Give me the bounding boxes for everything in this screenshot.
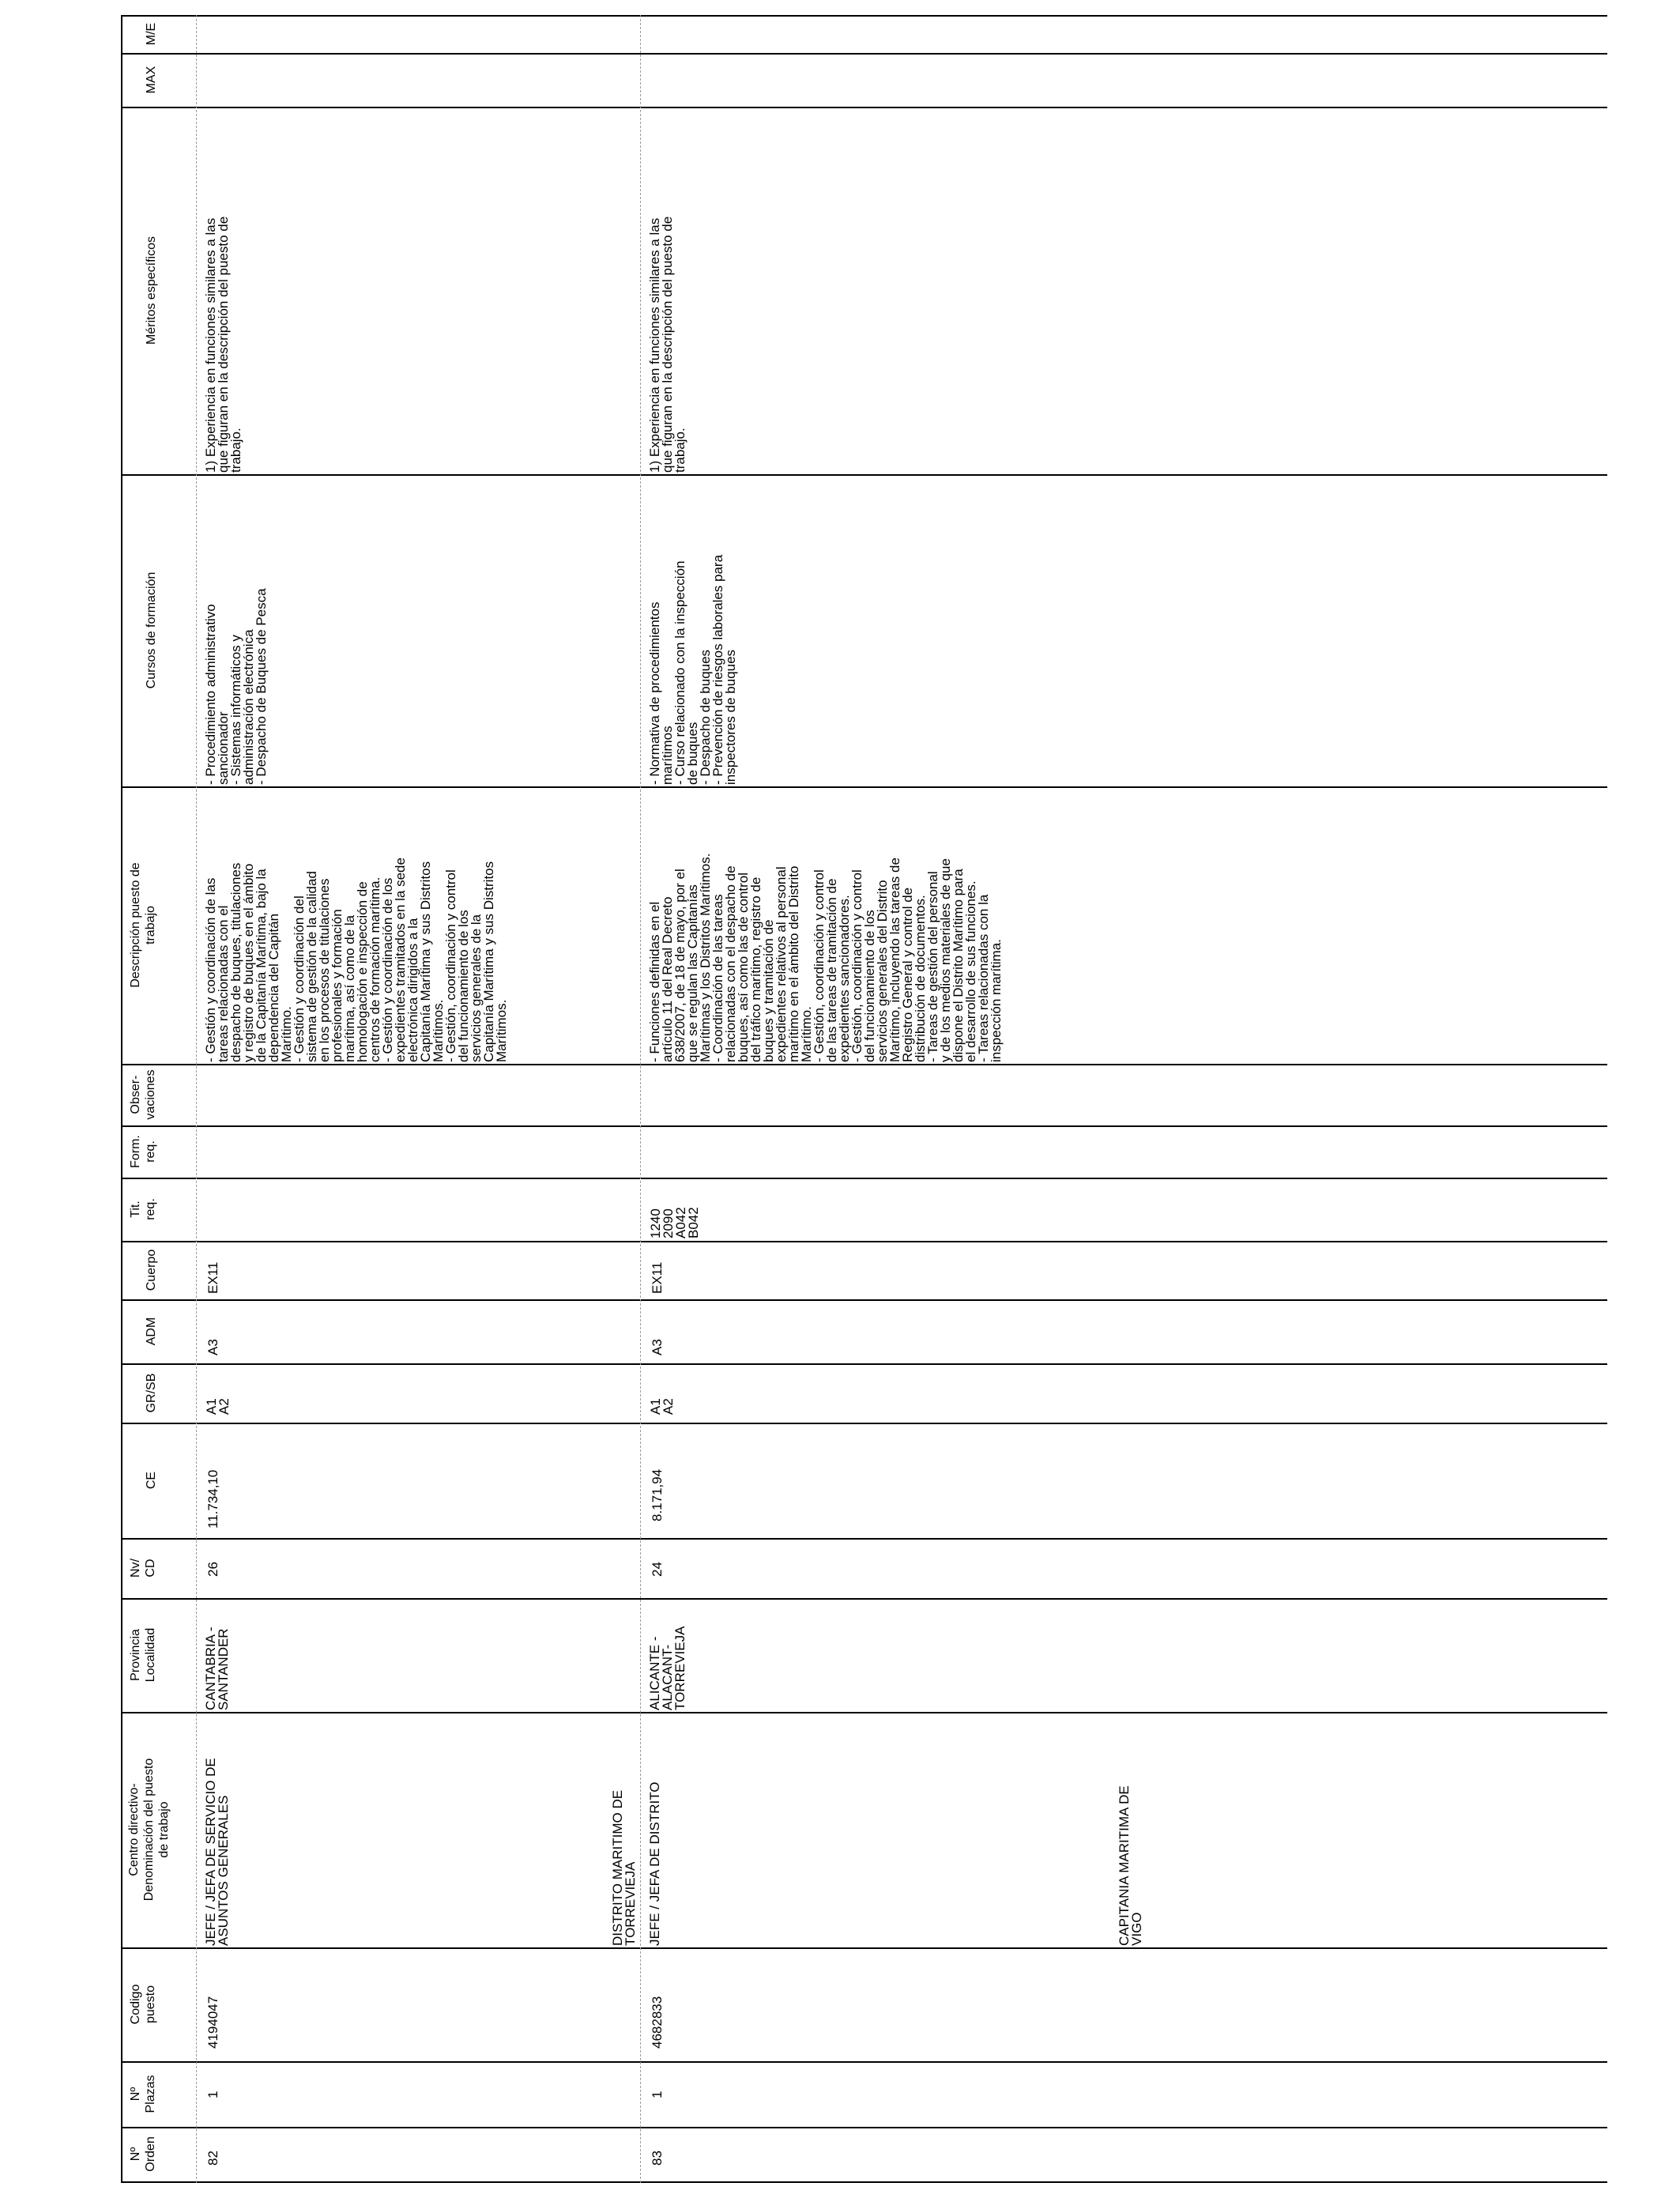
column-border [121, 107, 1607, 108]
header-plazas: Nº Plazas [129, 2075, 157, 2113]
header-max: MAX [145, 66, 158, 94]
column-border [121, 15, 1607, 17]
header-nivel: Nv/ CD [129, 1559, 157, 1578]
column-border [121, 2181, 1607, 2183]
cell-adm: A3 [650, 1339, 665, 1355]
cell-orden: 82 [205, 2151, 220, 2166]
cell-adm: A3 [205, 1339, 220, 1355]
cell-cursos: - Procedimiento administrativo sancionador - Sistemas informáticos y administración electrónica - Despacho de Buques de Pesca [203, 588, 269, 785]
column-border [121, 1363, 1607, 1365]
cell-cuerpo: EX11 [205, 1261, 220, 1294]
header-cursos: Cursos de formación [145, 571, 158, 689]
column-border [121, 474, 1607, 476]
column-border [121, 786, 1607, 788]
cell-nivel: 26 [205, 1562, 220, 1577]
next-group-heading: CAPITANIA MARITIMA DE VIGO [1117, 1785, 1144, 1946]
column-border [121, 2061, 1607, 2063]
cell-grsb: A1 A2 [648, 1398, 676, 1415]
cell-nivel: 24 [650, 1562, 665, 1577]
cell-provincia: CANTABRIA - SANTANDER [203, 1627, 231, 1710]
column-border [121, 53, 1607, 55]
header-descripcion: Descripción puesto de trabajo [129, 862, 157, 988]
cell-plazas: 1 [650, 2090, 665, 2098]
header-meritos: Méritos específicos [145, 236, 158, 345]
column-border [121, 1241, 1607, 1242]
header-me: M/E [145, 22, 158, 46]
cell-centro: JEFE / JEFA DE DISTRITO [647, 1781, 662, 1946]
cell-ce: 11.734,10 [205, 1469, 220, 1529]
cell-centro: JEFE / JEFA DE SERVICIO DE ASUNTOS GENERALES [203, 1758, 231, 1946]
cell-cursos: - Normativa de procedimientos marítimos - Curso relacionado con la inspección de buques - Despacho de buques - Prevención de riesgos laborales para inspectores de buques [647, 554, 738, 785]
cell-meritos: 1) Experiencia en funciones similares a las que figuran en la descripción del puesto de trabajo. [647, 216, 687, 473]
header-centro: Centro directivo- Denominación del puesto de trabajo [127, 1758, 171, 1902]
header-orden: Nº Orden [129, 2136, 157, 2172]
column-border [121, 1712, 1607, 1713]
cell-descripcion: - Funciones definidas en el artículo 11 del Real Decreto 638/2007, de 18 de mayo, por el que se regulan las Capitanías Marítimas y los Distritos Marítimos. - Coordinación de las tareas relacionadas con el despacho de buques, así como las de control del tráfico marítimo, registro de buques y tramitación de expedientes relativos al personal marítimo en el ámbito del Distrito Marítimo. - Gestión, coordinación y control de las tareas de tramitación de expedientes sancionadores. - Gestión, coordinación y control del funcionamiento de los servicios generales del Distrito Marítimo, incluyendo las tareas de Registro General y control de distribución de documentos. - Tareas de gestión del personal y de los medios materiales de que dispone el Distrito Marítimo para el desarrollo de sus funciones. - Tareas relacionadas con la inspección marítima. [647, 853, 1004, 1062]
header-obs: Obser- vaciones [129, 1069, 157, 1120]
column-border [121, 1538, 1607, 1540]
header-divider [196, 15, 197, 2183]
cell-plazas: 1 [205, 2090, 220, 2098]
header-tit: Tit. req. [129, 1198, 157, 1220]
cell-grsb: A1 A2 [204, 1398, 232, 1415]
column-border [121, 1064, 1607, 1065]
cell-provincia: ALICANTE - ALACANT- TORREVIEJA [647, 1626, 687, 1710]
column-border [121, 1598, 1607, 1600]
cell-ce: 8.171,94 [650, 1468, 665, 1521]
cell-meritos: 1) Experiencia en funciones similares a las que figuran en la descripción del puesto de trabajo. [203, 216, 243, 473]
column-border [121, 1178, 1607, 1179]
cell-codigo: 4682833 [650, 1996, 665, 2049]
cell-descripcion: - Gestión y coordinación de las tareas relacionadas con el despacho de buques, titulaciones y registro de buques en el ámbito de la Capitanía Marítima, bajo la dependencia del Capitán Marítimo. - Gestión y coordinación del sistema de gestión de la calidad en los procesos de titulaciones profesionales y formación marítima, así como de la homologación e inspección de centros de formación marítima. - Gestión y coordinación de los expedientes tramitados en la sede electrónica dirigidos a la Capitanía Marítima y sus Distritos Marítimos. - Gestión, coordinación y control del funcionamiento de los servicios generales de la Capitanía Marítima y sus Distritos Marítimos. [203, 858, 509, 1062]
cell-orden: 83 [650, 2151, 665, 2166]
row-divider [640, 15, 641, 2183]
cell-cuerpo: EX11 [650, 1261, 665, 1294]
cell-centro-group: DISTRITO MARITIMO DE TORREVIEJA [610, 1789, 638, 1946]
table-left-border [121, 15, 122, 2183]
header-cuerpo: Cuerpo [145, 1249, 158, 1291]
column-border [121, 1423, 1607, 1424]
column-border [121, 1125, 1607, 1127]
header-form: Form. req. [129, 1135, 157, 1168]
header-adm: ADM [145, 1317, 158, 1346]
column-border [121, 1947, 1607, 1949]
cell-codigo: 4194047 [205, 1996, 220, 2049]
header-provincia: Provincia Localidad [129, 1627, 157, 1683]
header-codigo: Codigo puesto [129, 1984, 157, 2025]
column-border [121, 1299, 1607, 1301]
column-border [121, 2127, 1607, 2128]
cell-tit: 1240 2090 A042 B042 [648, 1207, 701, 1238]
header-ce: CE [145, 1471, 158, 1490]
header-grsb: GR/SB [145, 1373, 158, 1413]
